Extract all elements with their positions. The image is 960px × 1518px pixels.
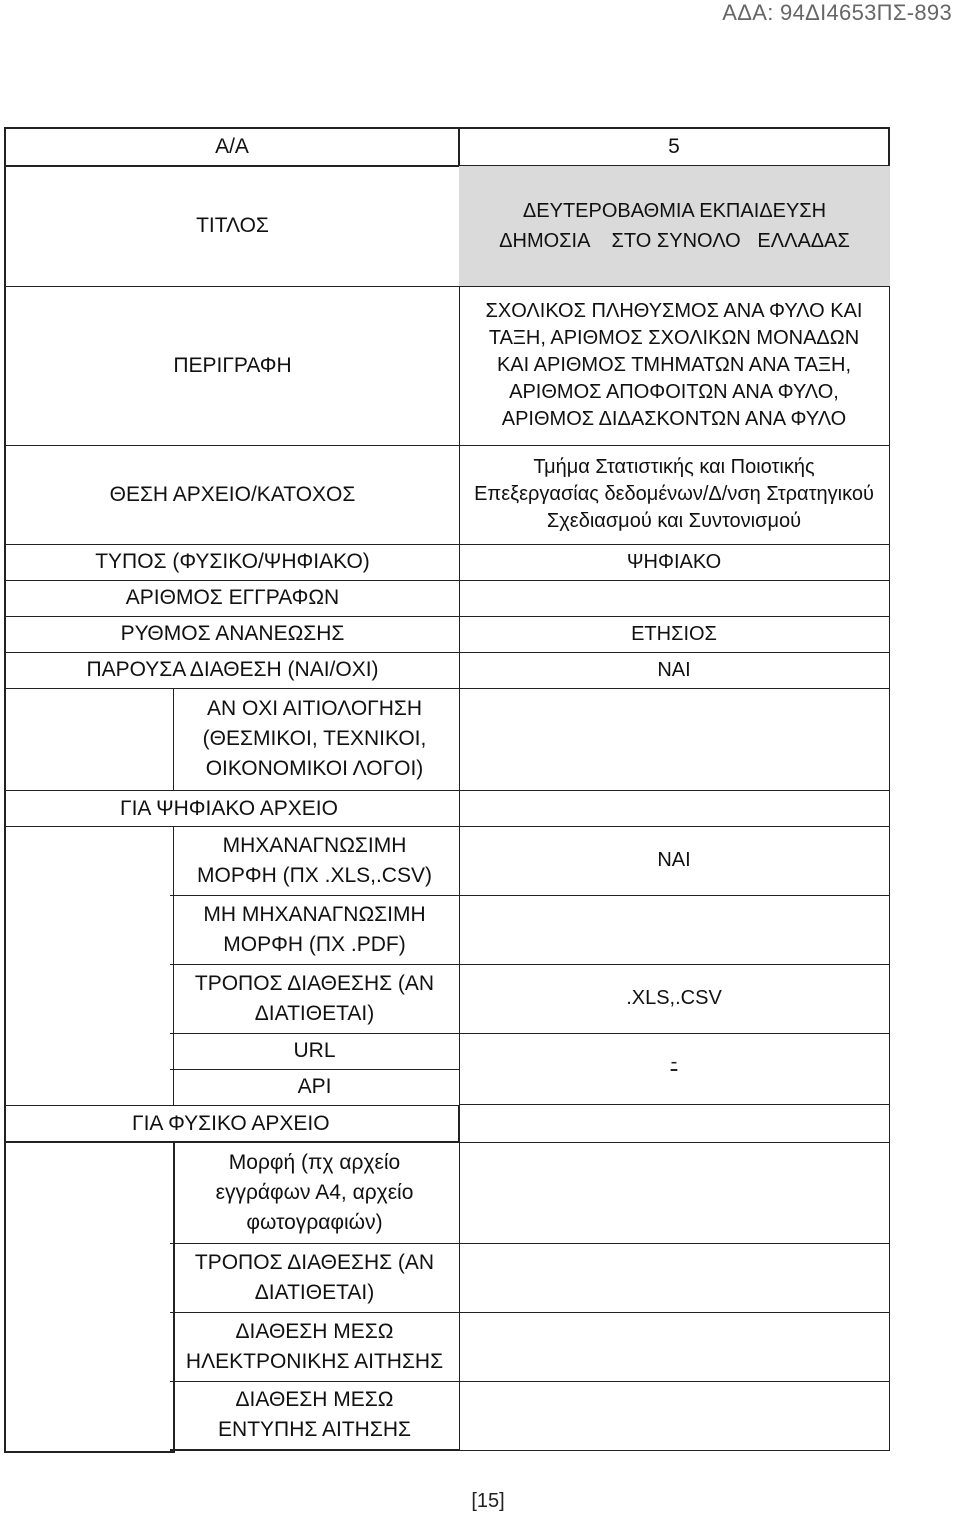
refresh-label-text: ΡΥΘΜΟΣ ΑΝΑΝΕΩΣΗΣ <box>120 622 345 645</box>
electronic-request-label-text: ΔΙΑΘΕΣΗ ΜΕΣΩ ΗΛΕΚΤΡΟΝΙΚΗΣ ΑΙΤΗΣΗΣ <box>185 1319 444 1373</box>
ada-code: ΑΔΑ: 94ΔΙ4653ΠΣ-893 <box>722 0 952 25</box>
indent-column-2 <box>4 826 174 1106</box>
if-no-reason-label <box>170 688 460 791</box>
physical-form-label-text: Μορφή (πχ αρχείο εγγράφων Α4, αρχείο φωτογραφιών) <box>215 1150 414 1234</box>
api-label <box>170 1069 460 1106</box>
printed-request-label-text: ΔΙΑΘΕΣΗ ΜΕΣΩ ΕΝΤΥΠΗΣ ΑΙΤΗΣΗΣ <box>218 1388 411 1441</box>
records-label-text: ΑΡΙΘΜΟΣ ΕΓΓΡΑΦΩΝ <box>125 586 340 609</box>
title-value-line2: ΔΗΜΟΣΙΑ ΣΤΟ ΣΥΝΟΛΟ ΕΛΛΑΔΑΣ <box>499 230 850 252</box>
location-value <box>459 445 890 545</box>
description-value <box>459 286 890 446</box>
non-machine-readable-label <box>170 895 460 965</box>
description-label-text: ΠΕΡΙΓΡΑΦΗ <box>173 353 292 377</box>
records-label <box>4 580 460 617</box>
physical-form-value <box>459 1142 890 1244</box>
physical-section-label <box>4 1105 460 1143</box>
title-value-line1: ΔΕΥΤΕΡΟΒΑΘΜΙΑ ΕΚΠΑΙΔΕΥΣΗ <box>522 200 827 222</box>
availability-value <box>459 652 890 689</box>
non-machine-readable-value <box>459 895 890 965</box>
machine-readable-label <box>170 826 460 896</box>
records-value <box>459 580 890 617</box>
title-label <box>4 166 460 287</box>
page-number: [15] <box>471 1490 505 1512</box>
aa-value <box>458 127 890 167</box>
non-machine-readable-label-text: ΜΗ ΜΗΧΑΝΑΓΝΩΣΙΜΗ ΜΟΡΦΗ (ΠΧ .PDF) <box>203 902 426 956</box>
availability-label-text: ΠΑΡΟΥΣΑ ΔΙΑΘΕΣΗ (ΝΑΙ/ΟΧΙ) <box>86 658 379 681</box>
type-label <box>4 544 460 581</box>
digital-section-label <box>4 790 460 827</box>
machine-readable-value-text: ΝΑΙ <box>657 849 691 871</box>
physical-method-label <box>170 1243 460 1313</box>
description-label <box>4 286 460 446</box>
digital-method-value-text: .XLS,.CSV <box>626 987 722 1009</box>
location-label <box>4 445 460 545</box>
printed-request-label <box>170 1381 460 1451</box>
availability-label <box>4 652 460 689</box>
if-no-reason-label-text: ΑΝ ΟΧΙ ΑΙΤΙΟΛΟΓΗΣΗ (ΘΕΣΜΙΚΟΙ, ΤΕΧΝΙΚΟΙ, ΟΙΚΟΝΟΜΙΚΟΙ ΛΟΓΟΙ) <box>202 697 427 780</box>
digital-method-label-text: ΤΡΟΠΟΣ ΔΙΑΘΕΣΗΣ (ΑΝ ΔΙΑΤΙΘΕΤΑΙ) <box>194 971 435 1025</box>
digital-method-value <box>459 964 890 1034</box>
url-value-text: - <box>670 1051 678 1073</box>
electronic-request-label <box>170 1312 460 1382</box>
machine-readable-label-text: ΜΗΧΑΝΑΓΝΩΣΙΜΗ ΜΟΡΦΗ (ΠΧ .XLS,.CSV) <box>197 833 432 887</box>
electronic-request-value <box>459 1312 890 1382</box>
digital-method-label <box>170 964 460 1034</box>
physical-section-label-text: ΓΙΑ ΦΥΣΙΚΟ ΑΡΧΕΙΟ <box>132 1111 330 1135</box>
api-label-text: API <box>297 1075 332 1098</box>
refresh-value <box>459 616 890 653</box>
aa-value-text: 5 <box>668 135 680 158</box>
digital-section-value <box>459 790 890 827</box>
physical-method-label-text: ΤΡΟΠΟΣ ΔΙΑΘΕΣΗΣ (ΑΝ ΔΙΑΤΙΘΕΤΑΙ) <box>194 1250 435 1304</box>
url-value <box>459 1033 890 1105</box>
physical-method-value <box>459 1243 890 1313</box>
type-value-text: ΨΗΦΙΑΚΟ <box>626 550 722 573</box>
physical-form-label <box>170 1142 460 1244</box>
url-label <box>170 1033 460 1070</box>
availability-value-text: ΝΑΙ <box>657 658 691 681</box>
type-label-text: ΤΥΠΟΣ (ΦΥΣΙΚΟ/ΨΗΦΙΑΚΟ) <box>95 550 370 573</box>
location-label-text: ΘΕΣΗ ΑΡΧΕΙΟ/ΚΑΤΟΧΟΣ <box>109 482 356 506</box>
refresh-label <box>4 616 460 653</box>
type-value <box>459 544 890 581</box>
aa-label <box>4 127 460 167</box>
if-no-reason-value <box>459 688 890 791</box>
indent-column-3 <box>4 1142 175 1453</box>
digital-section-label-text: ΓΙΑ ΨΗΦΙΑΚΟ ΑΡΧΕΙΟ <box>120 796 338 820</box>
physical-section-value <box>459 1105 890 1143</box>
description-value-text: ΣΧΟΛΙΚΟΣ ΠΛΗΘΥΣΜΟΣ ΑΝΑ ΦΥΛΟ ΚΑΙ ΤΑΞΗ, ΑΡΙΘΜΟΣ ΣΧΟΛΙΚΩΝ ΜΟΝΑΔΩΝ ΚΑΙ ΑΡΙΘΜΟΣ ΤΜΗΜΑΤΩΝ ΑΝΑ ΤΑΞΗ, ΑΡΙΘΜΟΣ ΑΠΟΦΟΙΤΩΝ ΑΝΑ ΦΥΛΟ, ΑΡΙΘΜΟΣ ΔΙΔΑΣΚΟΝΤΩΝ ΑΝΑ ΦΥΛΟ <box>485 300 863 430</box>
indent-column-1 <box>4 688 174 791</box>
refresh-value-text: ΕΤΗΣΙΟΣ <box>631 622 717 645</box>
printed-request-value <box>459 1381 890 1451</box>
aa-label-text: Α/Α <box>215 135 249 158</box>
url-label-text: URL <box>293 1039 336 1062</box>
title-label-text: ΤΙΤΛΟΣ <box>196 214 269 237</box>
location-value-text: Τμήμα Στατιστικής και Ποιοτικής Επεξεργασίας δεδομένων/Δ/νση Στρατηγικού Σχεδιασμού και Συντονισμού <box>474 456 874 532</box>
title-value <box>459 166 890 287</box>
machine-readable-value <box>459 826 890 896</box>
